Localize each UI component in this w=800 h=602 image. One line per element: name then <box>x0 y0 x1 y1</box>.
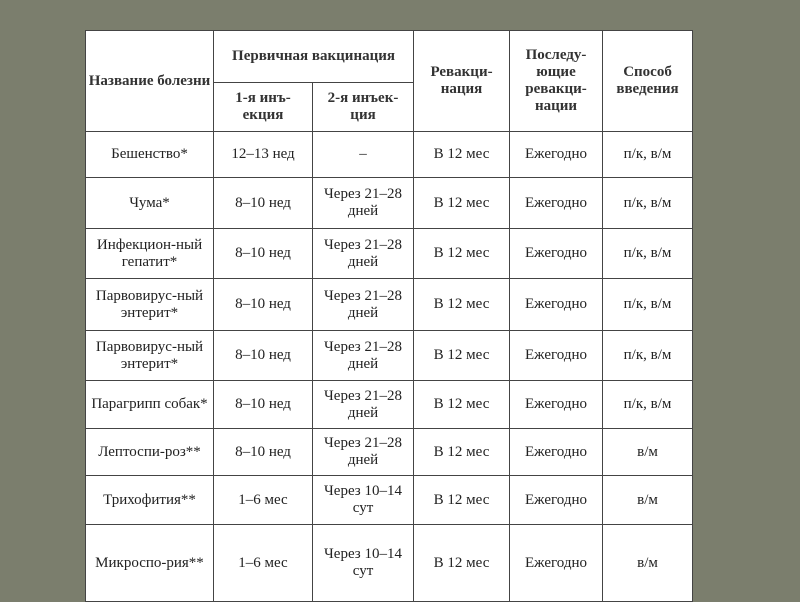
header-disease: Название болезни <box>86 31 214 132</box>
cell-second: Через 21–28 дней <box>313 331 414 381</box>
cell-first: 8–10 нед <box>214 279 313 331</box>
cell-subsequent: Ежегодно <box>510 429 603 476</box>
cell-second: Через 21–28 дней <box>313 429 414 476</box>
cell-first: 8–10 нед <box>214 381 313 429</box>
cell-method: п/к, в/м <box>603 229 693 279</box>
cell-method: п/к, в/м <box>603 132 693 178</box>
header-primary: Первичная вакцинация <box>214 31 414 83</box>
header-subsequent: Последу-ющие ревакци-нации <box>510 31 603 132</box>
cell-revac: В 12 мес <box>414 132 510 178</box>
header-revac: Ревакци-нация <box>414 31 510 132</box>
cell-subsequent: Ежегодно <box>510 279 603 331</box>
cell-first: 1–6 мес <box>214 525 313 602</box>
cell-second: Через 21–28 дней <box>313 381 414 429</box>
cell-name: Парвовирус-ный энтерит* <box>86 279 214 331</box>
table-row <box>86 429 693 476</box>
cell-revac: В 12 мес <box>414 331 510 381</box>
cell-name: Парвовирус-ный энтерит* <box>86 331 214 381</box>
table-row <box>86 279 693 331</box>
vaccination-table <box>85 30 693 602</box>
cell-second: Через 10–14 сут <box>313 476 414 525</box>
cell-revac: В 12 мес <box>414 476 510 525</box>
cell-name: Трихофития** <box>86 476 214 525</box>
cell-revac: В 12 мес <box>414 229 510 279</box>
table-row <box>86 229 693 279</box>
cell-name: Инфекцион-ный гепатит* <box>86 229 214 279</box>
cell-method: в/м <box>603 429 693 476</box>
cell-first: 8–10 нед <box>214 429 313 476</box>
cell-subsequent: Ежегодно <box>510 132 603 178</box>
cell-first: 12–13 нед <box>214 132 313 178</box>
cell-method: в/м <box>603 476 693 525</box>
cell-subsequent: Ежегодно <box>510 331 603 381</box>
table-row <box>86 331 693 381</box>
cell-second: Через 21–28 дней <box>313 279 414 331</box>
cell-subsequent: Ежегодно <box>510 381 603 429</box>
cell-first: 1–6 мес <box>214 476 313 525</box>
cell-revac: В 12 мес <box>414 525 510 602</box>
cell-method: п/к, в/м <box>603 381 693 429</box>
cell-revac: В 12 мес <box>414 178 510 229</box>
header-second: 2-я инъек-ция <box>313 83 414 132</box>
table-row <box>86 381 693 429</box>
cell-first: 8–10 нед <box>214 229 313 279</box>
cell-method: п/к, в/м <box>603 178 693 229</box>
cell-second: Через 21–28 дней <box>313 229 414 279</box>
cell-revac: В 12 мес <box>414 279 510 331</box>
table-row <box>86 178 693 229</box>
cell-subsequent: Ежегодно <box>510 178 603 229</box>
cell-name: Бешенство* <box>86 132 214 178</box>
cell-name: Парагрипп собак* <box>86 381 214 429</box>
cell-revac: В 12 мес <box>414 429 510 476</box>
cell-method: в/м <box>603 525 693 602</box>
table-row <box>86 132 693 178</box>
cell-name: Микроспо-рия** <box>86 525 214 602</box>
cell-subsequent: Ежегодно <box>510 229 603 279</box>
cell-name: Чума* <box>86 178 214 229</box>
cell-method: п/к, в/м <box>603 331 693 381</box>
header-method: Способ введения <box>603 31 693 132</box>
cell-method: п/к, в/м <box>603 279 693 331</box>
cell-first: 8–10 нед <box>214 178 313 229</box>
cell-revac: В 12 мес <box>414 381 510 429</box>
cell-subsequent: Ежегодно <box>510 525 603 602</box>
cell-second: Через 10–14 сут <box>313 525 414 602</box>
cell-name: Лептоспи-роз** <box>86 429 214 476</box>
cell-subsequent: Ежегодно <box>510 476 603 525</box>
table-row <box>86 525 693 602</box>
cell-first: 8–10 нед <box>214 331 313 381</box>
header-first: 1-я инъ-екция <box>214 83 313 132</box>
table-row <box>86 476 693 525</box>
cell-second: – <box>313 132 414 178</box>
cell-second: Через 21–28 дней <box>313 178 414 229</box>
